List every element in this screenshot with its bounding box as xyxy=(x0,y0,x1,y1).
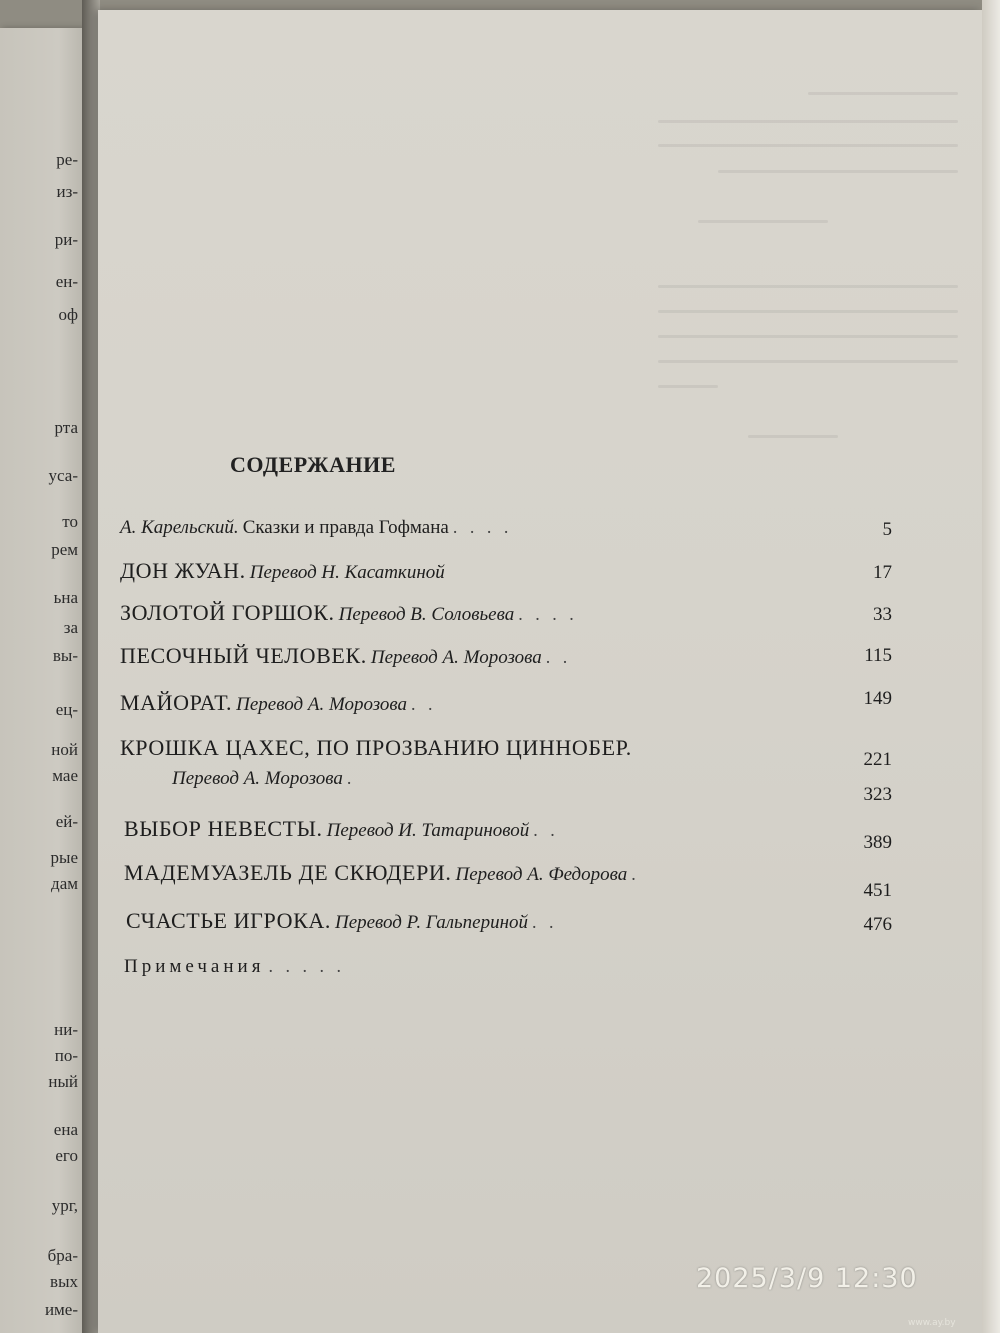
leader-dots: . . . . xyxy=(518,604,578,624)
entry-translator: Перевод А. Морозова xyxy=(236,694,408,715)
toc-entry xyxy=(0,600,1000,640)
entry-translator: Перевод Р. Гальпериной xyxy=(334,912,528,933)
left-page-text-fragment: ни- xyxy=(54,1020,78,1039)
left-page-text-fragment: дам xyxy=(51,874,78,893)
page-number: 33 xyxy=(873,604,892,625)
toc-entry xyxy=(0,515,1000,555)
left-page-text-fragment: ец- xyxy=(55,700,78,719)
page-number: 17 xyxy=(873,562,892,583)
toc-entry xyxy=(0,643,1000,683)
leader-dots: . . xyxy=(545,647,572,667)
left-page-text-fragment: ена xyxy=(53,1120,78,1139)
leader-dots: . . xyxy=(411,694,437,714)
page-number: 5 xyxy=(882,519,892,540)
toc-entry xyxy=(0,735,1000,805)
leader-dots: . xyxy=(346,768,356,788)
left-page-text-fragment: ей- xyxy=(55,812,78,831)
entry-title: Сказки и правда Гофмана xyxy=(242,517,449,538)
left-page-text-fragment: ен- xyxy=(55,272,78,291)
left-page-text-fragment: рта xyxy=(54,418,78,437)
leader-dots: . . xyxy=(532,912,558,932)
leader-dots: . . . . . xyxy=(268,956,345,976)
entry-translator: Перевод А. Морозова xyxy=(370,647,542,668)
leader-dots: . . xyxy=(533,820,559,840)
left-page-text-fragment: оф xyxy=(58,305,78,324)
left-page-text-fragment: из- xyxy=(56,182,78,201)
page-number: 451 xyxy=(863,880,892,901)
page-number: 115 xyxy=(864,645,892,666)
left-page-text-fragment: уса- xyxy=(48,466,78,485)
entry-title: ВЫБОР НЕВЕСТЫ. xyxy=(124,816,323,841)
toc-entry xyxy=(0,558,1000,598)
entry-title: МАДЕМУАЗЕЛЬ ДЕ СКЮДЕРИ. xyxy=(124,860,452,885)
left-page-text-fragment: ный xyxy=(48,1072,78,1091)
left-page-text-fragment: то xyxy=(62,512,78,531)
left-page-text-fragment: рые xyxy=(50,848,78,867)
site-watermark: www.ay.by xyxy=(908,1318,956,1328)
left-page-text-fragment: ре- xyxy=(56,150,78,169)
toc-heading: СОДЕРЖАНИЕ xyxy=(230,452,396,477)
page-number: 323 xyxy=(863,784,892,805)
left-page-text-fragment: мае xyxy=(52,766,78,785)
entry-title: СЧАСТЬЕ ИГРОКА. xyxy=(126,908,331,933)
left-page-text-fragment: по- xyxy=(54,1046,78,1065)
left-page-text-fragment: рем xyxy=(51,540,78,559)
entry-title: ДОН ЖУАН. xyxy=(120,558,246,583)
left-page-text-fragment: ьна xyxy=(53,588,78,607)
entry-translator: Перевод А. Морозова xyxy=(172,768,343,789)
left-page-text-fragment: за xyxy=(63,618,78,637)
page-number: 221 xyxy=(863,749,892,770)
left-page-text-fragment: вы- xyxy=(52,646,78,665)
entry-translator: Перевод Н. Касаткиной xyxy=(249,562,445,583)
leader-dots: . xyxy=(631,864,640,884)
entry-translator: Перевод И. Татариновой xyxy=(326,820,530,841)
left-page-text-fragment: бра- xyxy=(47,1246,78,1265)
entry-title: КРОШКА ЦАХЕС, ПО ПРОЗВАНИЮ ЦИННОБЕР. xyxy=(120,735,632,760)
toc-entry xyxy=(0,688,1000,728)
left-page-text-fragment: ург, xyxy=(51,1196,78,1215)
left-page-text-fragment: име- xyxy=(44,1300,78,1319)
toc-entry xyxy=(0,784,1000,852)
entry-title: Примечания xyxy=(124,956,265,977)
photo-timestamp: 2025/3/9 12:30 xyxy=(696,1263,918,1294)
entry-translator: Перевод А. Федорова xyxy=(455,864,628,885)
left-page-text-fragment: вых xyxy=(50,1272,78,1291)
entry-author: А. Карельский. xyxy=(120,517,239,538)
page-number: 476 xyxy=(863,914,892,935)
entry-translator: Перевод В. Соловьева xyxy=(338,604,515,625)
entry-title: ЗОЛОТОЙ ГОРШОК. xyxy=(120,600,335,625)
page-number: 389 xyxy=(863,832,892,853)
left-page-text-fragment: его xyxy=(55,1146,78,1165)
page-number: 149 xyxy=(863,688,892,709)
left-page-text-fragment: ри- xyxy=(54,230,78,249)
left-page-text-fragment: ной xyxy=(51,740,78,759)
leader-dots: . . . . xyxy=(452,517,513,537)
entry-title: МАЙОРАТ. xyxy=(120,690,233,715)
entry-title: ПЕСОЧНЫЙ ЧЕЛОВЕК. xyxy=(120,643,367,668)
